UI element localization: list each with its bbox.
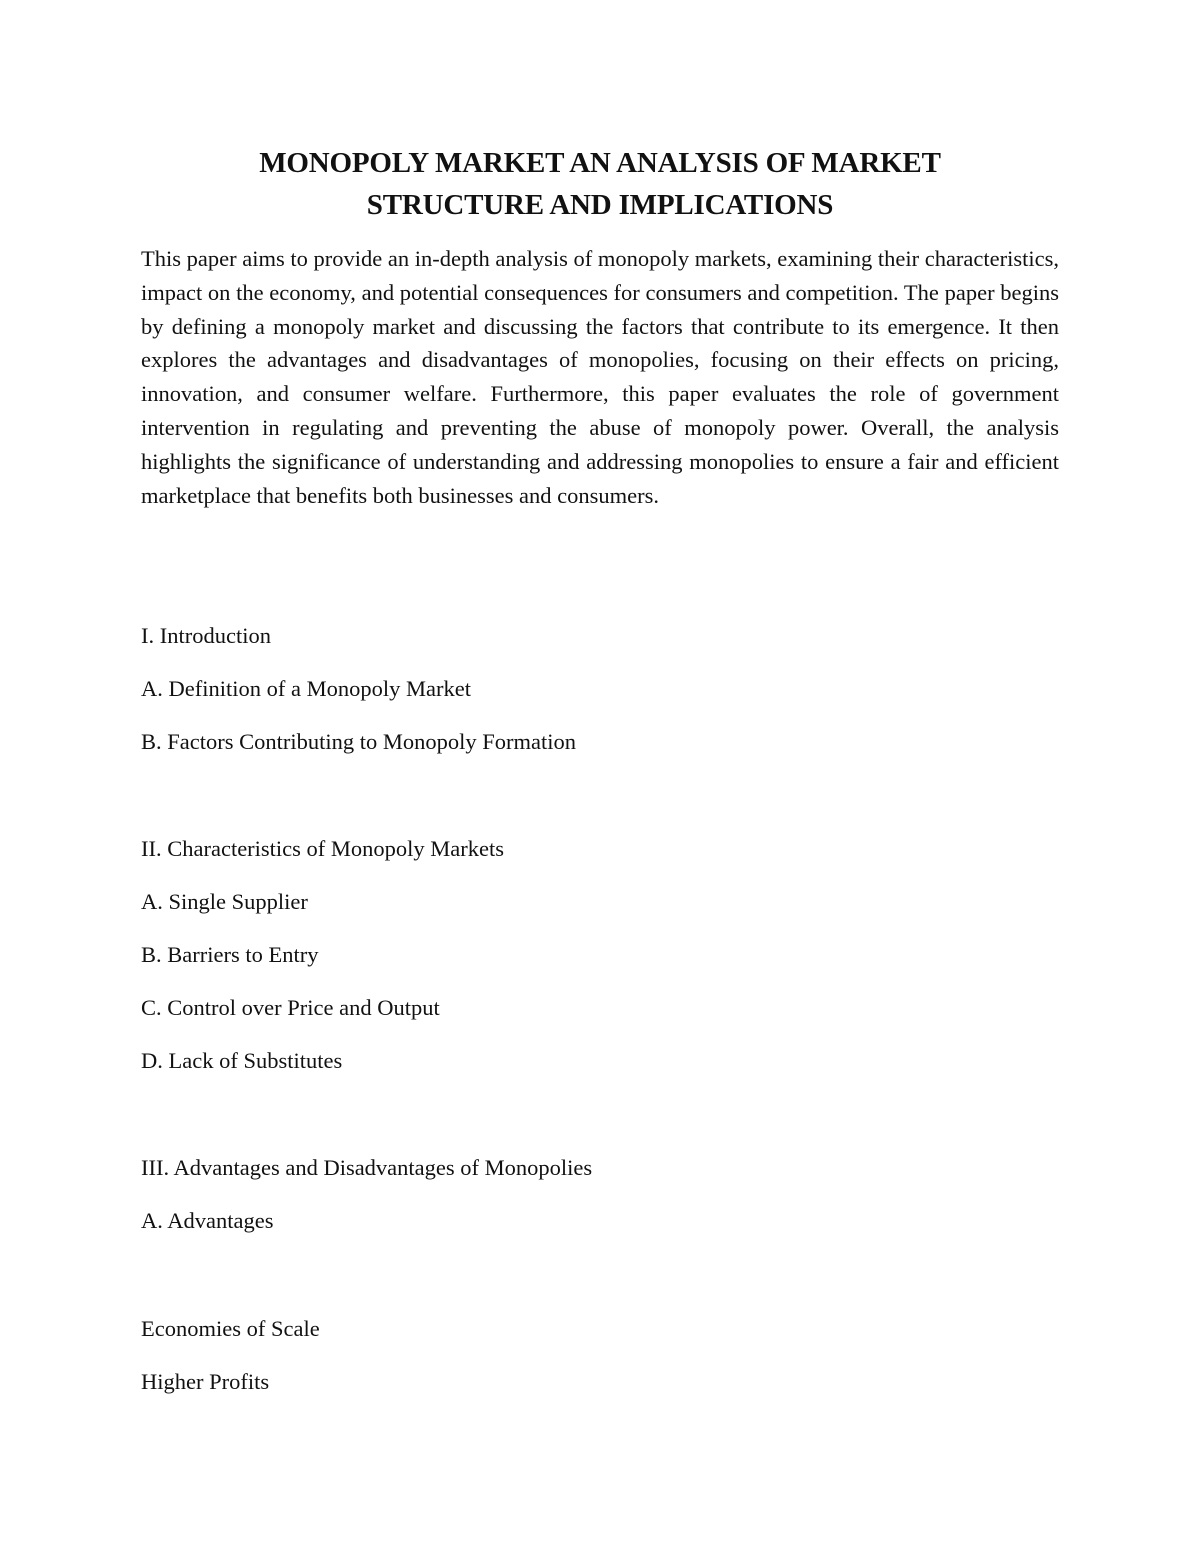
outline-item: B. Barriers to Entry (141, 942, 319, 967)
outline-section-3-heading: III. Advantages and Disadvantages of Monopolies (141, 1155, 593, 1180)
outline-item: A. Advantages (141, 1208, 274, 1233)
outline-item: B. Factors Contributing to Monopoly Formation (141, 729, 577, 754)
outline-section-2-heading: II. Characteristics of Monopoly Markets (141, 836, 505, 861)
title-line-1: MONOPOLY MARKET AN ANALYSIS OF MARKET (259, 147, 941, 179)
outline-subitem: Higher Profits (141, 1369, 270, 1394)
outline-item: C. Control over Price and Output (141, 995, 440, 1020)
document-title (140, 142, 1060, 226)
outline-item: D. Lack of Substitutes (141, 1048, 343, 1073)
outline-item: A. Definition of a Monopoly Market (141, 676, 471, 701)
abstract-paragraph: This paper aims to provide an in-depth analysis of monopoly markets, examining their characteristics, impact on the economy, and potential consequences for consumers and competition. The paper begins by defining a monopoly market and discussing the factors that contribute to its emergence. It then explores the advantages and disadvantages of monopolies, focusing on their effects on pricing, innovation, and consumer welfare. Furthermore, this paper evaluates the role of government intervention in regulating and preventing the abuse of monopoly power. Overall, the analysis highlights the significance of understanding and addressing monopolies to ensure a fair and efficient marketplace that benefits both businesses and consumers. (141, 246, 1059, 508)
outline-subitem: Economies of Scale (141, 1316, 320, 1341)
outline-section-1-heading: I. Introduction (141, 623, 271, 648)
outline-item: A. Single Supplier (141, 889, 308, 914)
title-line-2: STRUCTURE AND IMPLICATIONS (366, 189, 834, 221)
